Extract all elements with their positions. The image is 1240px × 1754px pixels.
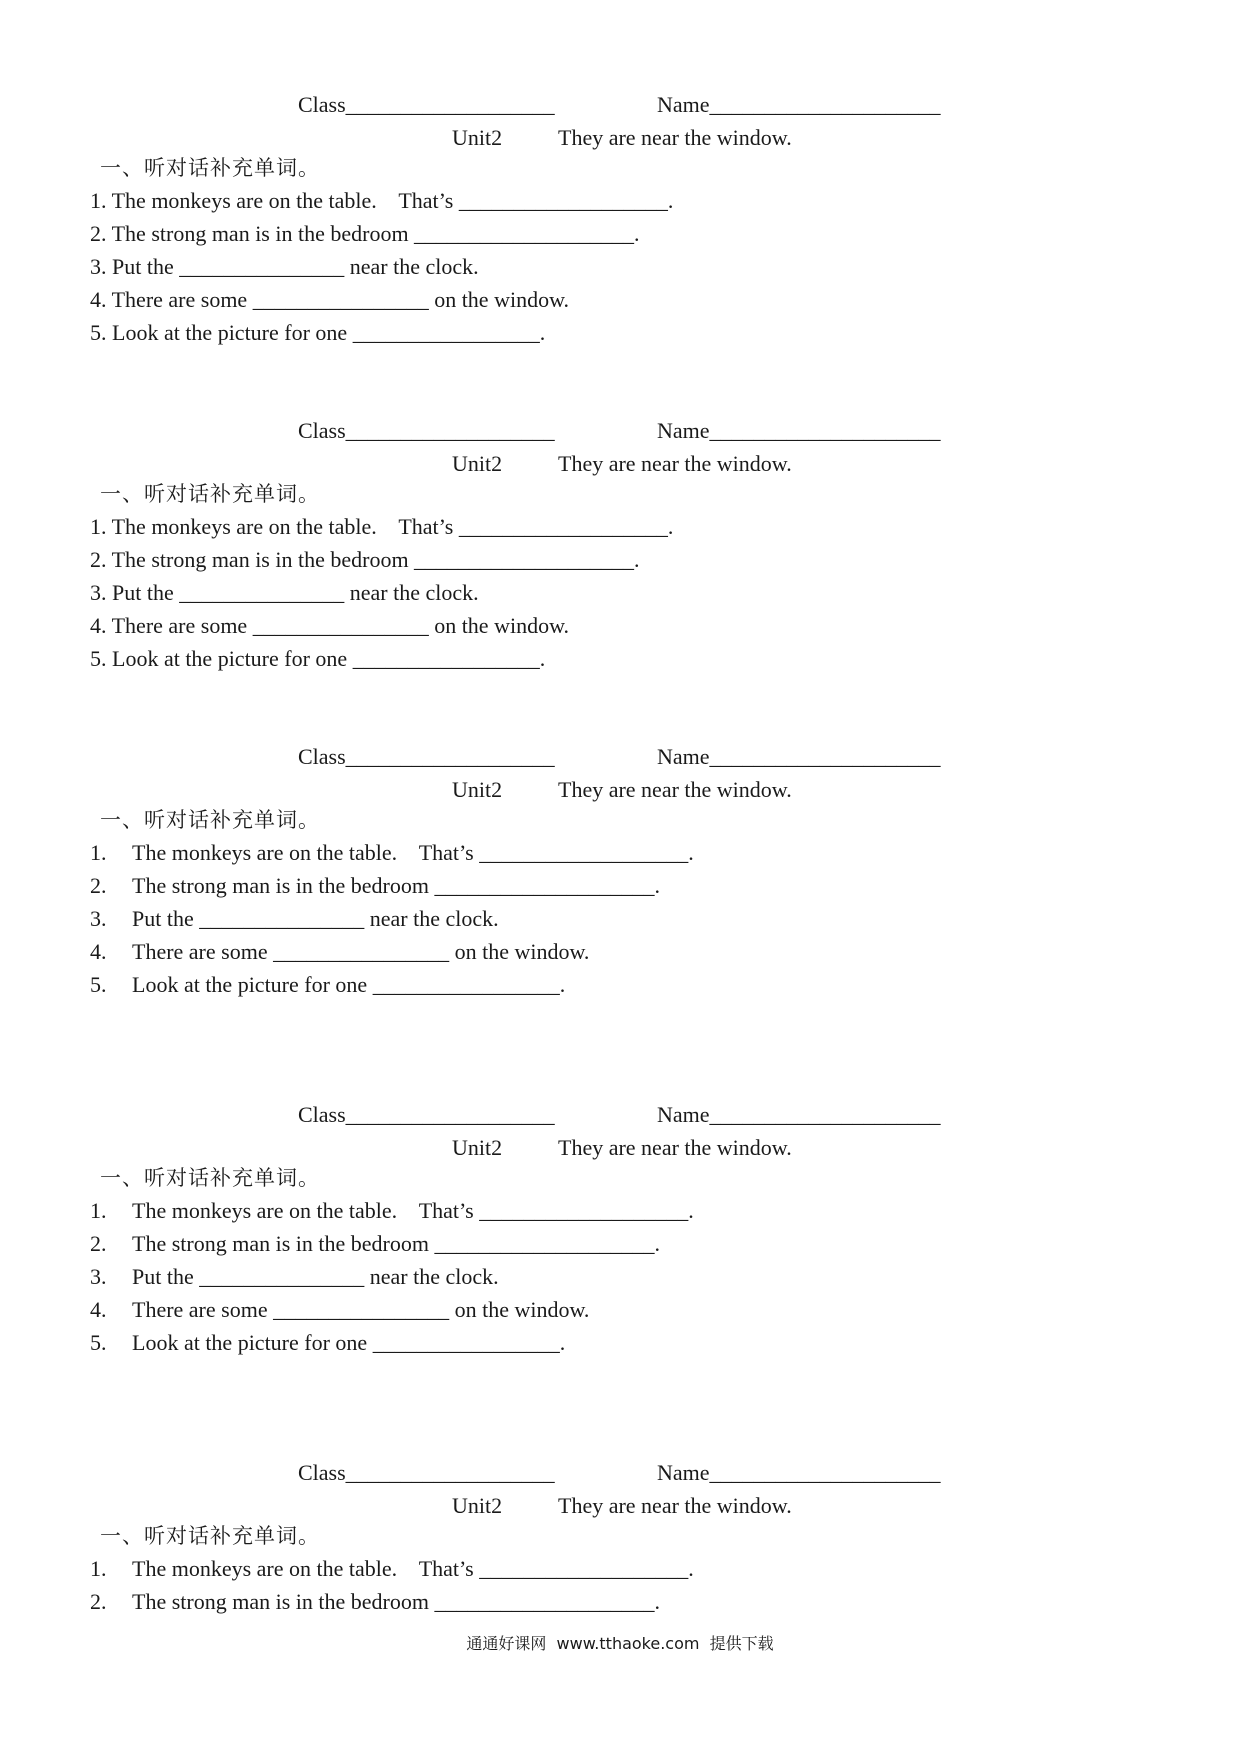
question-number: 1. [90, 188, 107, 213]
name-field[interactable]: Name_____________________ [657, 92, 941, 117]
class-field[interactable]: Class___________________ [298, 1102, 555, 1127]
question-text: Look at the picture for one _________________. [112, 646, 546, 671]
question-number: 2. [90, 873, 107, 898]
question-3 [90, 906, 499, 932]
question-text: There are some ________________ on the window. [111, 613, 570, 638]
question-text: The strong man is in the bedroom ____________________. [111, 221, 640, 246]
question-text: Look at the picture for one _________________. [132, 1330, 566, 1355]
question-text: Look at the picture for one _________________. [112, 320, 546, 345]
unit-title: They are near the window. [558, 451, 792, 476]
question-text: The strong man is in the bedroom ____________________. [132, 873, 660, 898]
question-text: Look at the picture for one _________________. [132, 972, 566, 997]
unit-title: They are near the window. [558, 777, 792, 802]
question-number: 1. [90, 1556, 107, 1581]
section-heading: 一、听对话补充单词。 [100, 1524, 320, 1548]
question-2 [90, 1589, 660, 1615]
question-text: The monkeys are on the table. That’s ___________________. [111, 188, 674, 213]
name-field[interactable]: Name_____________________ [657, 418, 941, 443]
question-number: 3. [90, 906, 107, 931]
unit-title: They are near the window. [558, 125, 792, 150]
class-field[interactable]: Class___________________ [298, 744, 555, 769]
question-5 [90, 320, 545, 346]
question-text: The monkeys are on the table. That’s ___________________. [132, 1556, 694, 1581]
name-field[interactable]: Name_____________________ [657, 744, 941, 769]
class-field[interactable]: Class___________________ [298, 1460, 555, 1485]
question-2 [90, 547, 640, 573]
question-text: Put the _______________ near the clock. [112, 254, 479, 279]
question-number: 4. [90, 939, 107, 964]
question-text: There are some ________________ on the window. [132, 939, 590, 964]
question-2 [90, 873, 660, 899]
question-number: 3. [90, 254, 107, 279]
question-number: 3. [90, 1264, 107, 1289]
section-heading: 一、听对话补充单词。 [100, 1166, 320, 1190]
question-text: The strong man is in the bedroom ____________________. [132, 1231, 660, 1256]
question-5 [90, 1330, 565, 1356]
question-text: The strong man is in the bedroom ____________________. [111, 547, 640, 572]
question-text: The monkeys are on the table. That’s ___________________. [132, 840, 694, 865]
unit-title: They are near the window. [558, 1135, 792, 1160]
question-text: Put the _______________ near the clock. [112, 580, 479, 605]
section-heading: 一、听对话补充单词。 [100, 482, 320, 506]
question-number: 4. [90, 1297, 107, 1322]
question-1 [90, 514, 673, 540]
question-number: 3. [90, 580, 107, 605]
question-4 [90, 1297, 589, 1323]
class-field[interactable]: Class___________________ [298, 92, 555, 117]
question-3 [90, 1264, 499, 1290]
question-number: 4. [90, 287, 107, 312]
question-4 [90, 287, 569, 313]
unit-title: They are near the window. [558, 1493, 792, 1518]
question-text: Put the _______________ near the clock. [132, 1264, 499, 1289]
question-4 [90, 939, 589, 965]
question-text: The monkeys are on the table. That’s ___________________. [111, 514, 674, 539]
unit-label: Unit2 [452, 1135, 503, 1160]
question-2 [90, 1231, 660, 1257]
unit-label: Unit2 [452, 125, 503, 150]
question-text: The monkeys are on the table. That’s ___________________. [132, 1198, 694, 1223]
question-5 [90, 972, 565, 998]
section-heading: 一、听对话补充单词。 [100, 156, 320, 180]
question-1 [90, 188, 673, 214]
question-text: There are some ________________ on the window. [132, 1297, 590, 1322]
unit-label: Unit2 [452, 1493, 503, 1518]
class-field[interactable]: Class___________________ [298, 418, 555, 443]
question-number: 5. [90, 1330, 107, 1355]
question-number: 5. [90, 646, 107, 671]
question-number: 2. [90, 1231, 107, 1256]
name-field[interactable]: Name_____________________ [657, 1460, 941, 1485]
question-3 [90, 580, 479, 606]
question-number: 4. [90, 613, 107, 638]
question-text: Put the _______________ near the clock. [132, 906, 499, 931]
question-number: 1. [90, 1198, 107, 1223]
question-number: 5. [90, 972, 107, 997]
question-4 [90, 613, 569, 639]
name-field[interactable]: Name_____________________ [657, 1102, 941, 1127]
question-3 [90, 254, 479, 280]
unit-label: Unit2 [452, 451, 503, 476]
question-number: 1. [90, 840, 107, 865]
question-text: The strong man is in the bedroom ____________________. [132, 1589, 660, 1614]
question-number: 2. [90, 547, 107, 572]
question-1 [90, 1556, 694, 1582]
question-text: There are some ________________ on the window. [111, 287, 570, 312]
unit-label: Unit2 [452, 777, 503, 802]
question-number: 1. [90, 514, 107, 539]
question-2 [90, 221, 640, 247]
question-1 [90, 840, 694, 866]
question-number: 5. [90, 320, 107, 345]
section-heading: 一、听对话补充单词。 [100, 808, 320, 832]
question-1 [90, 1198, 694, 1224]
question-5 [90, 646, 545, 672]
question-number: 2. [90, 221, 107, 246]
footer-credit: 通通好课网 www.tthaoke.com 提供下载 [466, 1634, 774, 1653]
question-number: 2. [90, 1589, 107, 1614]
